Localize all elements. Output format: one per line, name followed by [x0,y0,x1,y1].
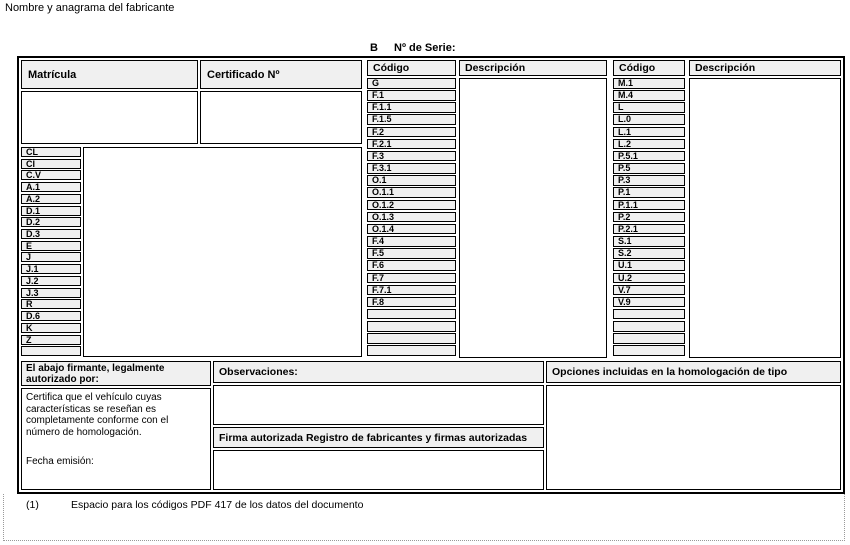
mid-code-cell: F.3.1 [367,163,456,174]
left-code-cell: Z [21,335,81,345]
right-code-cell-empty[interactable] [613,333,685,344]
left-code-cell: D.6 [21,311,81,321]
mid-code-column [367,78,456,358]
matricula-value-field[interactable] [21,91,198,144]
left-code-cell: D.3 [21,229,81,239]
left-code-cell: J [21,252,81,262]
right-code-cell: P.2.1 [613,224,685,235]
left-code-cell: D.2 [21,217,81,227]
left-code-cell: C.V [21,170,81,180]
signer-header: El abajo firmante, legalmente autorizado por: [21,361,211,386]
mid-codigo-header: Código [367,60,456,76]
mid-code-cell: O.1.4 [367,224,456,235]
firma-autorizada-header: Firma autorizada Registro de fabricantes y firmas autorizadas [213,427,544,448]
right-code-cell: L.1 [613,127,685,138]
right-code-cell: P.1 [613,187,685,198]
left-description-field[interactable] [83,147,362,357]
right-code-cell: L.0 [613,114,685,125]
right-descripcion-header: Descripción [689,60,841,76]
left-code-cell: K [21,323,81,333]
mid-code-cell: F.1 [367,90,456,101]
mid-code-cell: O.1.1 [367,187,456,198]
footnote-box [3,494,845,541]
matricula-header: Matrícula [21,60,198,89]
right-code-cell: V.7 [613,285,685,296]
serial-number-label [370,42,456,54]
mid-code-cell: F.7.1 [367,285,456,296]
certificado-value-field[interactable] [200,91,362,144]
left-code-cell: CL [21,147,81,157]
observaciones-field[interactable] [213,385,544,425]
right-description-field[interactable] [689,78,841,358]
right-code-cell-empty[interactable] [613,321,685,332]
right-code-cell-empty[interactable] [613,309,685,320]
footnote-marker: (1) [26,499,39,511]
mid-code-cell: O.1 [367,175,456,186]
mid-code-cell-empty[interactable] [367,321,456,332]
right-code-cell: U.2 [613,273,685,284]
mid-description-field[interactable] [459,78,607,358]
mid-code-cell: F.4 [367,236,456,247]
mid-code-cell: F.2 [367,127,456,138]
left-code-cell: R [21,299,81,309]
opciones-field[interactable] [546,385,841,490]
firma-autorizada-field[interactable] [213,450,544,490]
left-code-cell: E [21,241,81,251]
left-code-column [21,147,81,358]
left-code-cell: A.1 [21,182,81,192]
right-code-cell: M.1 [613,78,685,89]
right-code-cell: P.5.1 [613,151,685,162]
mid-code-cell: F.1.5 [367,114,456,125]
certification-text: Certifica que el vehículo cuyas características se reseñan es completamente conforme con el número de homologación. [26,392,169,438]
serial-text-label: Nº de Serie: [394,42,456,54]
right-code-cell: S.1 [613,236,685,247]
left-code-cell: J.1 [21,264,81,274]
mid-code-cell: G [367,78,456,89]
mid-code-cell: F.1.1 [367,102,456,113]
mid-code-cell: F.8 [367,297,456,308]
manufacturer-label: Nombre y anagrama del fabricante [5,2,175,14]
right-code-cell-empty[interactable] [613,345,685,356]
mid-code-cell: O.1.2 [367,200,456,211]
right-code-cell: P.3 [613,175,685,186]
left-code-cell: J.3 [21,288,81,298]
right-code-cell: S.2 [613,248,685,259]
right-code-cell: P.2 [613,212,685,223]
mid-code-cell: F.7 [367,273,456,284]
right-code-cell: L.2 [613,139,685,150]
mid-code-cell: F.5 [367,248,456,259]
mid-code-cell-empty[interactable] [367,333,456,344]
mid-code-cell: F.6 [367,260,456,271]
right-code-column [613,78,685,358]
certificado-header: Certificado Nº [200,60,362,89]
mid-code-cell-empty[interactable] [367,309,456,320]
right-code-cell: P.1.1 [613,200,685,211]
right-code-cell: U.1 [613,260,685,271]
left-code-cell: A.2 [21,194,81,204]
signer-body-cell [21,388,211,490]
right-code-cell: V.9 [613,297,685,308]
mid-code-cell: F.2.1 [367,139,456,150]
right-code-cell: M.4 [613,90,685,101]
left-code-cell: J.2 [21,276,81,286]
footnote-text: Espacio para los códigos PDF 417 de los datos del documento [71,499,364,511]
mid-code-cell: F.3 [367,151,456,162]
mid-code-cell-empty[interactable] [367,345,456,356]
serial-prefix-label: B [370,42,378,54]
right-codigo-header: Código [613,60,685,76]
left-code-cell: D.1 [21,206,81,216]
right-code-cell: L [613,102,685,113]
mid-descripcion-header: Descripción [459,60,607,76]
left-code-cell-empty[interactable] [21,346,81,356]
opciones-header: Opciones incluidas en la homologación de tipo [546,361,841,383]
left-code-cell: CI [21,159,81,169]
fecha-emision-label: Fecha emisión: [26,456,94,467]
main-form-table [17,56,845,494]
observaciones-header: Observaciones: [213,361,544,383]
mid-code-cell: O.1.3 [367,212,456,223]
right-code-cell: P.5 [613,163,685,174]
